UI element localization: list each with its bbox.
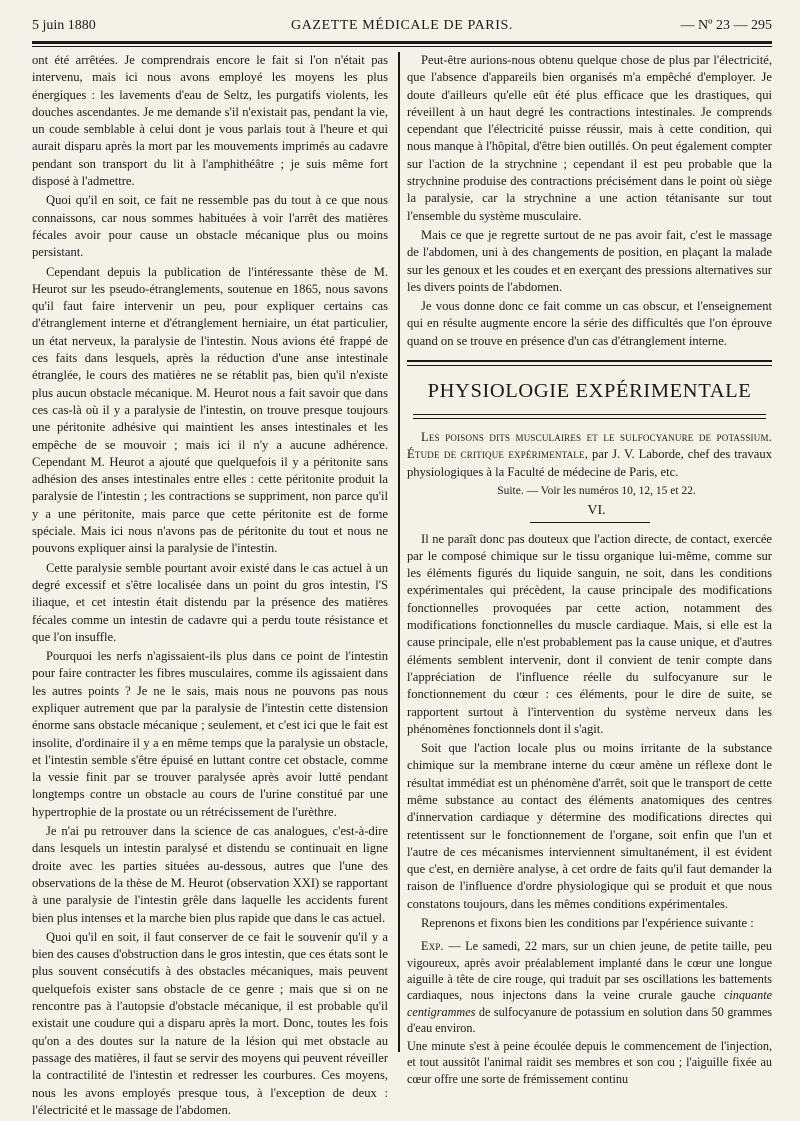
section-separator xyxy=(407,360,772,366)
issue-date: 5 juin 1880 xyxy=(32,18,96,33)
part-number: VI. xyxy=(587,503,606,519)
paragraph: Mais ce que je regrette surtout de ne pas avoir fait, c'est le massage de l'abdomen, uni à des changements de position, en plaçant la malade sur les genoux et les coudes et en exerçant des pressions alternatives sur les divers points de l'abdomen. xyxy=(407,227,772,294)
header-rule xyxy=(32,41,772,44)
section-title-rule xyxy=(413,414,766,419)
article-title: Les poisons dits musculaires et le sulfocyanure de potassium. Étude de critique expérimentale, xyxy=(407,430,772,462)
article-byline: par J. V. Laborde, chef des travaux physiologiques à la Faculté de médecine de Paris, etc. xyxy=(407,447,772,479)
page-number: — Nº 23 — 295 xyxy=(680,18,772,33)
experiment-paragraph xyxy=(407,938,772,1036)
paragraph: Quoi qu'il en soit, il faut conserver de ce fait le souvenir qu'il y a bien des causes d'obstruction dans le gros intestin, que ces états sont le plus souvent consécutifs à des obstacles mécaniques, mais peuvent quelquefois exister sans obstacle de ce genre ; mais que si on ne rencontre pas à l'autopsie d'obstacle mécanique, il est probable qu'il existait une coudure qui a disparu après la mort. Donc, toutes les fois qu'on a des doutes sur la nature de la lésion qui met obstacle au passage des matières, il faut se servir des moyens qui peuvent réveiller la contractilité de l'intestin et redresser les courbures. Ces moyens, nous les avons employés presque tous, à l'exception de deux : l'électricité et le massage de l'abdomen. xyxy=(32,929,389,1117)
section-title: PHYSIOLOGIE EXPÉRIMENTALE xyxy=(427,380,752,403)
experiment-text-end: de sulfocyanure de potassium en solution dans 50 grammes d'eau environ. xyxy=(407,1004,772,1035)
experiment-text: — Le samedi, 22 mars, sur un chien jeune, de petite taille, peu vigoureux, après avoir préalablement implanté dans le cœur une longue aiguille à tête de cire rouge, qui traduit par ses oscillations les battements cardiaques, nous injectons dans la veine crurale gauche xyxy=(407,939,772,1003)
page-header xyxy=(32,18,772,38)
experiment-block xyxy=(407,938,772,1087)
paragraph: ont été arrêtées. Je comprendrais encore le fait si l'on n'était pas intervenu, mais ici nous avons employé les moyens les plus énergiques : les lavements d'eau de Seltz, les purgatifs violents, les douches ascendantes. Je me demande s'il n'existait pas, pendant la vie, un coude semblable à celui dont je vous parlais tout à l'heure et qui aurait disparu après la mort par les mouvements imprimés au cadavre pendant son transport du lit à l'amphithéâtre ; je suis même fort disposé à l'admettre. xyxy=(32,53,388,189)
part-rule xyxy=(530,522,650,523)
paragraph: Reprenons et fixons bien les conditions par l'expérience suivante : xyxy=(421,916,754,931)
paragraph: Il ne paraît donc pas douteux que l'action directe, de contact, exercée par le composé chimique sur le tissu organique lui-même, comme sur les éléments figurés du liquide sanguin, ne soit, dans les conditions expérimentales qui précèdent, la cause principale des modifications fonctionnelles provoquées par cette action, notamment des modifications fonctionnelles du muscle cardiaque. Mais, si elle est la cause principale, elle n'est probablement pas la cause unique, et d'autres éléments semblent intervenir, dont il convient de tenir compte dans l'appréciation de l'influence réelle du sulfocyanure sur le fonctionnement du cœur : ces éléments, pour le dire de suite, se rapportent surtout à l'intervention du système nerveux dans les phénomènes fonctionnels dont il s'agit. xyxy=(407,531,772,736)
left-column xyxy=(32,52,388,1121)
column-divider xyxy=(398,52,400,1052)
experiment-dose: cinquante centigrammes xyxy=(407,988,772,1019)
paragraph: Peut-être aurions-nous obtenu quelque chose de plus par l'électricité, que l'absence d'appareils bien organisés m'a empêché d'employer. Je doute d'ailleurs qu'elle eût été plus efficace que les drastiques, qui réveillent à un haut degré les contractions intestinales. Je comprends cependant que l'électricité puisse réussir, mais à cette condition, qui nous manque à l'hôpital, d'être bien outillés. On peut également compter sur l'action de la strychnine ; cependant il est peu probable que la strychnine produise des contractions précisément dans le point où siège la paralysie, car la strychnine a une action tétanisante sur tout l'ensemble du système musculaire. xyxy=(407,53,772,223)
right-column xyxy=(407,52,772,1089)
journal-title: GAZETTE MÉDICALE DE PARIS. xyxy=(291,18,513,33)
continuation-note: Suite. — Voir les numéros 10, 12, 15 et 22. xyxy=(497,484,696,497)
paragraph: Quoi qu'il en soit, ce fait ne ressemble pas du tout à ce que nous connaissons, car nous sommes habituées à voir l'arrêt des matières fécales avoir pour cause un obstacle mécanique plus ou moins persistant. xyxy=(32,193,388,260)
paragraph: Cependant depuis la publication de l'intéressante thèse de M. Heurot sur les pseudo-étranglements, soutenue en 1865, nous savons qu'il faut faire intervenir un peu, pour expliquer certains cas d'étranglement interne et d'étranglement herniaire, un état particulier, un état nerveux, la paralysie de l'intestin. Nous avions été frappé de ces faits dans lesquels, après la réduction d'une anse intestinale étranglée, le cours des matières ne se rétablit pas, bien qu'il n'existe plus aucun obstacle mécanique. M. Heurot nous a fait savoir que dans ces cas-là où il y a paralysie de l'intestin, on trouve presque toujours une péritonite adhésive qui maintient les anses intestinales et les empêche de se mouvoir ; mais ici il n'y a aucune adhérence. Cependant M. Heurot a ajouté que quelquefois il y a péritonite sans adhésion des anses intestinales entre elles : cette péritonite produit la paralysie de l'intestin ; les contractions se suppriment, non parce qu'il y a une péritonite, mais parce que cette péritonite est de forme spéciale. Mais ici nous n'avons pas de péritonite du tout et nous ne pouvons expliquer ainsi la paralysie de l'intestin. xyxy=(32,264,388,556)
paragraph: Je n'ai pu retrouver dans la science de cas analogues, c'est-à-dire dans lesquels un intestin paralysé et distendu se continuait en ligne droite avec les parties situées au-dessous, autres que l'une des observations de la thèse de M. Heurot (observation XXI) se rapportant à une paralysie de l'intestin grêle dans laquelle les accidents furent bien plus intenses et la marche bien plus rapide que dans le cas actuel. xyxy=(32,824,388,925)
experiment-label: Exp. xyxy=(421,939,444,954)
experiment-continuation: Une minute s'est à peine écoulée depuis le commencement de l'injection, et tout aussitôt l'animal raidit ses membres et son cou ; l'aiguille fixée au cœur offre une sorte de frémissement continu xyxy=(407,1039,772,1086)
paragraph: Je vous donne donc ce fait comme un cas obscur, et l'enseignement qui en résulte augmente encore la série des difficultés que l'on éprouve quand on se trouve en présence d'un cas d'étranglement interne. xyxy=(407,299,772,348)
header-rule-thin xyxy=(32,46,772,47)
paragraph: Soit que l'action locale plus ou moins irritante de la substance chimique sur la membrane interne du cœur amène un réflexe dont le résultat immédiat est un phénomène d'arrêt, soit que le transport de cette même substance au contact des éléments anatomiques des centres d'innervation cardiaque y détermine des modifications directes qui retentissent sur le fonctionnement de l'organe, soit enfin que l'un et l'autre de ces mécanismes interviennent simultanément, il est évident que c'est, en dernière analyse, à cet ordre de faits qu'il faut demander la raison de l'influence d'ordre physiologique qui se produit et que nous constatons toujours, dans les mêmes conditions expérimentales. xyxy=(407,741,772,911)
paragraph: Cette paralysie semble pourtant avoir existé dans le cas actuel à un degré excessif et s'être localisée dans un point du gros intestin, l'S iliaque, et cet intestin était distendu par la présence des matières fécales comme un intestin de cadavre qui a perdu toute résistance et que l'on insuffle. xyxy=(32,560,388,644)
paragraph: Pourquoi les nerfs n'agissaient-ils plus dans ce point de l'intestin pour faire contracter les fibres musculaires, comme ils agissaient dans les autres points ? Je ne le sais, mais nous ne pouvons pas nous expliquer autrement que par la paralysie de l'intestin cette distension énorme sans obstacle mécanique ; seulement, et c'est ici que le fait est insolite, d'ordinaire il y a en même temps que la paralysie un obstacle, et l'intestin semble s'être épuisé en luttant contre cet obstacle, comme la vessie finit par se trouver paralysée après avoir lutté pendant longtemps contre un obstacle au cours de l'urine constitué par une hypertrophie de la prostate ou un rétrécissement de l'urèthre. xyxy=(32,649,388,819)
article-heading xyxy=(407,429,772,481)
